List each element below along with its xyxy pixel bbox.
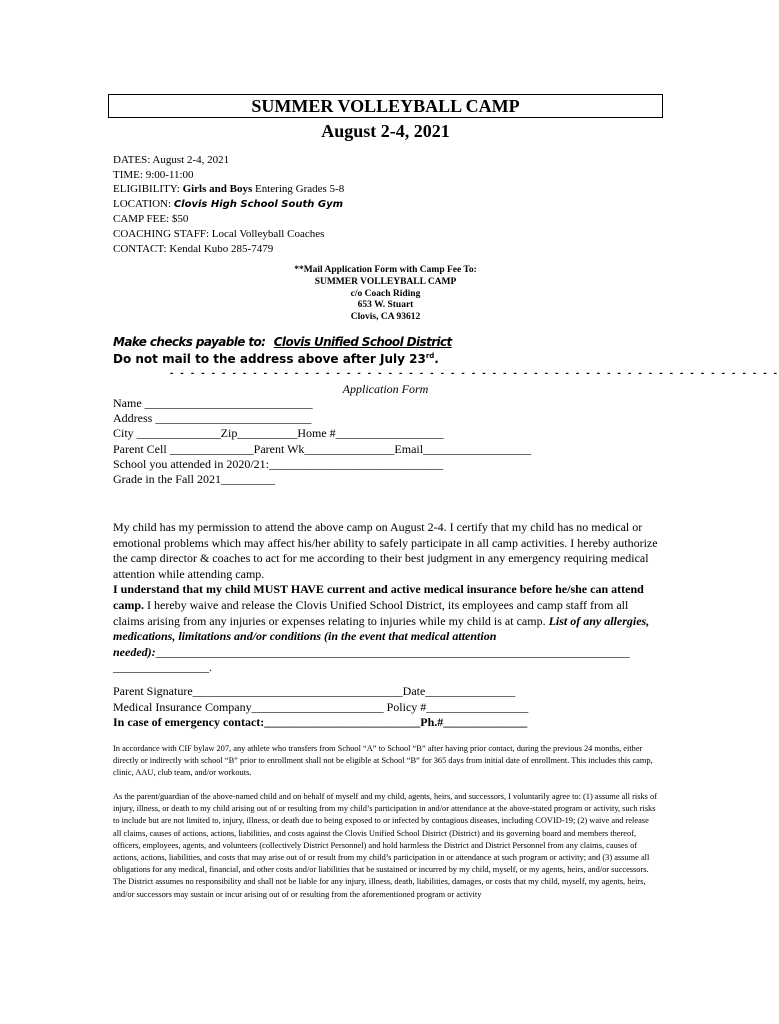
no-mail-text: Do not mail to the address above after July 23 — [113, 352, 426, 366]
info-location — [113, 197, 673, 213]
no-mail-end: . — [434, 352, 439, 366]
consent-paragraph-1: My child has my permission to attend the above camp on August 2-4. I certify that my child has no medical or emotional problems which may affect his/her ability to safely participate in all camp activities. I hereby authorize the camp director & coaches to act for me according to their best judgment in any emergency requiring medical attention while attending camp. — [113, 520, 658, 581]
checks-payable-label: Make checks payable to: — [113, 335, 266, 349]
allergies-prompt: List of any allergies, medications, limitations and/or conditions (in the event that medical attention needed): — [113, 613, 650, 659]
application-form-heading: Application Form — [342, 382, 429, 396]
cif-bylaw-notice — [113, 743, 658, 780]
mail-line-3: c/o Coach Riding — [350, 288, 421, 299]
insurance-field[interactable]: Medical Insurance Company______________________ Policy #_________________ — [113, 699, 529, 714]
mail-line-5: Clovis, CA 93612 — [350, 312, 421, 323]
no-mail-sup: rd — [425, 352, 435, 360]
checks-payable-line — [113, 335, 673, 349]
allergies-line-2[interactable]: ________________. — [113, 660, 212, 675]
no-mail-notice — [113, 349, 673, 366]
eligibility-label: ELIGIBILITY: — [113, 183, 183, 196]
camp-title: SUMMER VOLLEYBALL CAMP — [108, 94, 663, 118]
cut-line-divider: - - - - - - - - - - - - - - - - - - - - - - - - - - - - - - - - - - - - - - - - - - - - - - - - - - - - - - - - - - - — [170, 368, 779, 379]
info-eligibility — [113, 182, 673, 197]
grade-field[interactable]: Grade in the Fall 2021_________ — [113, 472, 275, 487]
camp-info-block — [113, 153, 673, 256]
location-label: LOCATION: — [113, 197, 174, 210]
city-zip-home-field[interactable]: City ______________Zip__________Home #__________________ — [113, 426, 444, 441]
application-fields — [113, 396, 673, 487]
consent-block — [113, 520, 658, 676]
eligibility-rest: Entering Grades 5-8 — [252, 183, 345, 196]
info-contact: CONTACT: Kendal Kubo 285-7479 — [113, 242, 274, 255]
mail-line-4: 653 W. Stuart — [357, 300, 414, 311]
insurance-requirement: I understand that my child MUST HAVE current and active medical insurance before he/she can attend camp. — [113, 582, 644, 612]
info-time: TIME: 9:00-11:00 — [113, 168, 194, 181]
info-staff: COACHING STAFF: Local Volleyball Coaches — [113, 227, 325, 240]
mail-address-block — [108, 265, 663, 324]
mail-line-2: SUMMER VOLLEYBALL CAMP — [314, 276, 457, 287]
info-fee: CAMP FEE: $50 — [113, 213, 189, 226]
liability-waiver — [113, 791, 658, 901]
allergies-line-1[interactable]: _______________________________________________________________________________ — [155, 644, 630, 659]
parent-contact-field[interactable]: Parent Cell ______________Parent Wk_______________Email__________________ — [113, 441, 532, 456]
signature-block — [113, 684, 673, 731]
consent-paragraph-2 — [113, 582, 658, 660]
checks-payable-block — [113, 335, 673, 366]
name-field[interactable]: Name ____________________________ — [113, 396, 313, 410]
waiver-release-text: I hereby waive and release the Clovis Unified School District, its employees and camp staff from all claims arising from any injuries or expenses relating to injuries while my child is at camp. — [113, 597, 629, 628]
mail-line-1: **Mail Application Form with Camp Fee To: — [294, 265, 477, 275]
waiver-text: As the parent/guardian of the above-named child and on behalf of myself and my child, agents, heirs, and successors, I voluntarily agree to: (1) assume all risks of injury, illness, or death to my child arising out of or resulting from my child’s participation in and/or attendance at the above-stated program or activity, such risks to include but are not limited to, injury, illness, or death due to being exposed to or infected by contagious diseases, including COVID-19; (2) waive and release all claims, causes of actions, actions, liabilities, and costs against the Clovis Unified School District (District) and its governing board and members thereof, officers, employees, agents, and volunteers (collectively District Personnel) and hold harmless the District and District Personnel from any claims, causes of actions, actions, liabilities, and costs that may arise out of or result from my child’s participation in or attendance at such program or activity; and (3) assume all obligations for any medical, financial, and other costs and/or liabilities that be sustained or incurred by my child, myself, or my agents, heirs, and/or successors. The District assumes no responsibility and shall not be liable for any injury, illness, death, liabilities, damages, or costs that my child, myself, my agents, heirs, and/or successors may sustain or incur arising out of or resulting from the aforementioned program or activity — [113, 792, 657, 899]
camp-date-heading: August 2-4, 2021 — [321, 121, 450, 141]
cif-text: In accordance with CIF bylaw 207, any athlete who transfers from School “A” to School “B” after having prior contact, during the previous 24 months, either directly or indirectly with school “B” prior to enrollment shall not be eligible at School “B” for 365 days from initial date of enrollment. This includes this camp, clinic, AAU, club team, and/or workouts. — [113, 744, 653, 778]
parent-signature-field[interactable]: Parent Signature___________________________________Date_______________ — [113, 684, 516, 698]
emergency-contact-field[interactable]: In case of emergency contact:__________________________Ph.#______________ — [113, 715, 528, 730]
school-field[interactable]: School you attended in 2020/21:_____________________________ — [113, 456, 443, 471]
location-value: Clovis High School South Gym — [173, 198, 344, 210]
checks-payable-district: Clovis Unified School District — [273, 335, 452, 349]
info-dates: DATES: August 2-4, 2021 — [113, 154, 230, 166]
address-field[interactable]: Address __________________________ — [113, 411, 312, 426]
eligibility-bold: Girls and Boys — [182, 183, 253, 196]
